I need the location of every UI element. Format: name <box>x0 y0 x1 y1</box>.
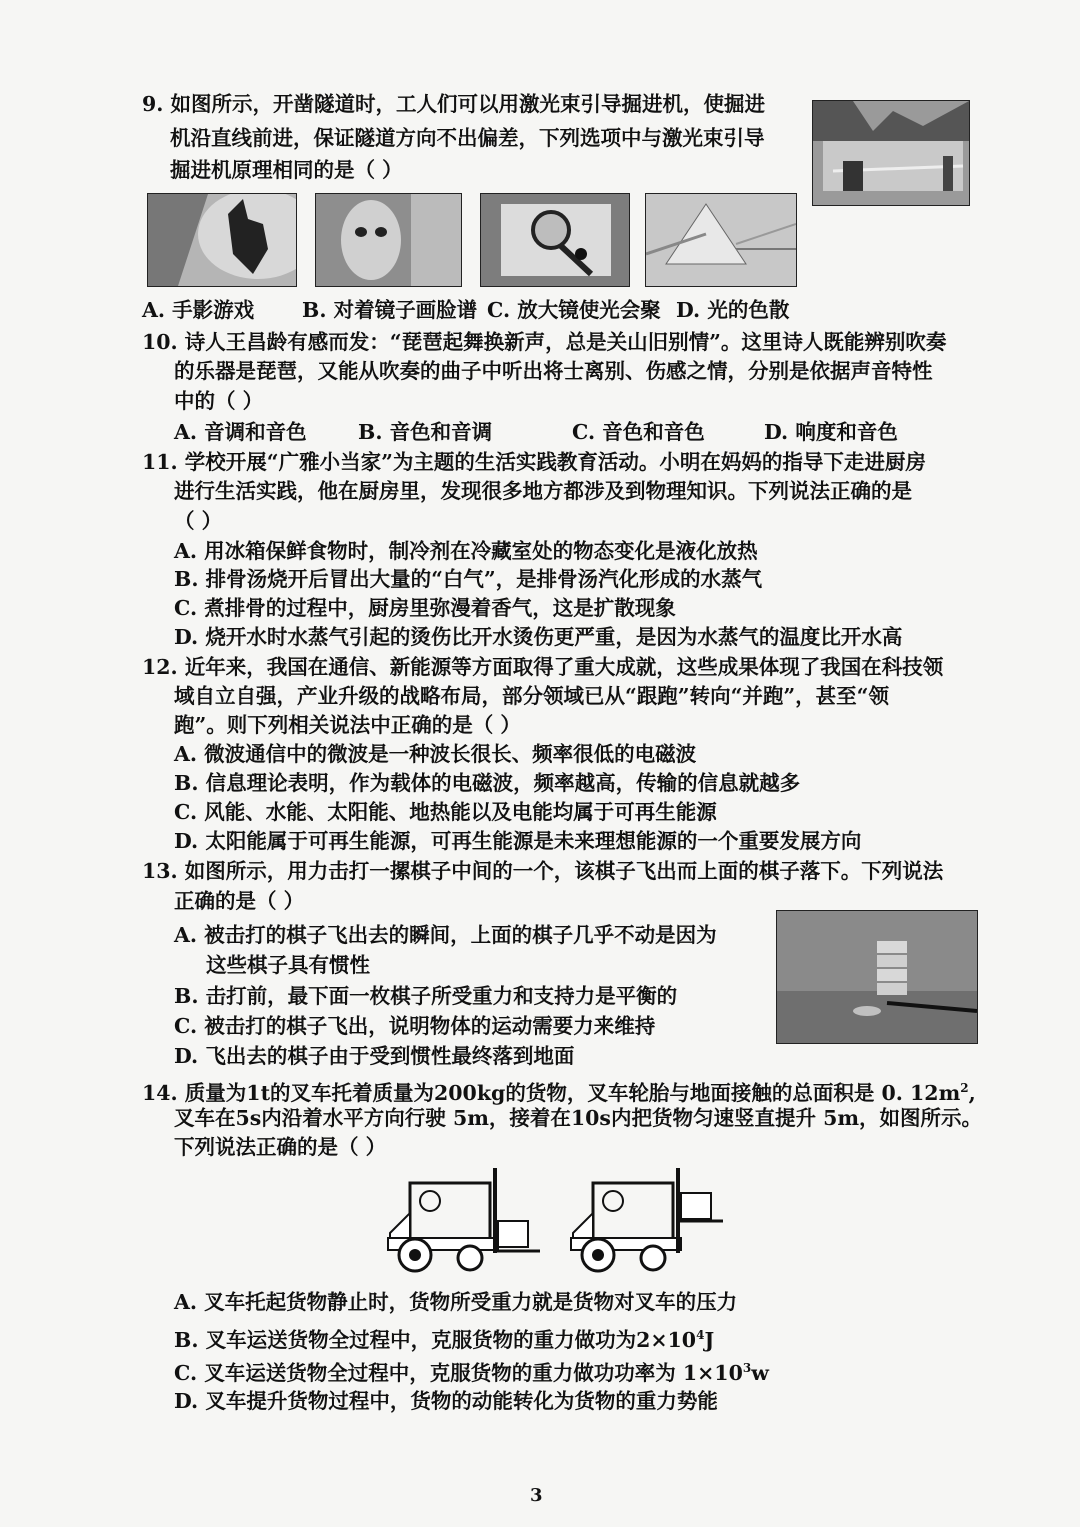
magnifier-photo <box>480 193 630 287</box>
q14-option-b-superscript: 4 <box>696 1328 705 1342</box>
q9-option-d: D. 光的色散 <box>676 298 790 322</box>
q9-line2: 机沿直线前进，保证隧道方向不出偏差，下列选项中与激光束引导 <box>170 126 765 150</box>
q10-option-c: C. 音色和音色 <box>572 420 705 444</box>
q9-line3: 掘进机原理相同的是（ ） <box>170 158 403 182</box>
q9-option-b: B. 对着镜子画脸谱 <box>302 298 478 322</box>
q14-line1-comma: , <box>968 1080 976 1105</box>
hand-shadow-photo <box>147 193 297 287</box>
q14-option-b-unit: J <box>704 1327 715 1352</box>
q14-line1 <box>142 1074 976 1107</box>
q14-option-b <box>174 1321 714 1354</box>
q14-option-c-text: C. 叉车运送货物全过程中，克服货物的重力做功功率为 1×10 <box>174 1360 743 1385</box>
page-number: 3 <box>530 1485 543 1506</box>
mirror-face-photo <box>315 193 462 287</box>
q10-option-b: B. 音色和音调 <box>358 420 493 444</box>
q14-line3: 下列说法正确的是（ ） <box>174 1135 387 1159</box>
q14-line2: 叉车在5s内沿着水平方向行驶 5m，接着在10s内把货物匀速竖直提升 5m，如图所示。 <box>174 1106 983 1130</box>
q12-line1: 12. 近年来，我国在通信、新能源等方面取得了重大成就，这些成果体现了我国在科技领 <box>142 655 944 679</box>
q14-option-b-text: B. 叉车运送货物全过程中，克服货物的重力做功为2×10 <box>174 1327 697 1352</box>
q13-option-b: B. 击打前，最下面一枚棋子所受重力和支持力是平衡的 <box>174 984 678 1008</box>
q12-line2: 域自立自强，产业升级的战略布局，部分领域已从“跟跑”转向“并跑”，甚至“领 <box>174 684 889 708</box>
q14-option-c <box>174 1354 769 1387</box>
forklift-figure-left <box>380 1163 550 1273</box>
q14-line1-superscript: 2 <box>960 1081 969 1095</box>
q13-line1: 13. 如图所示，用力击打一摞棋子中间的一个，该棋子飞出而上面的棋子落下。下列说法 <box>142 859 944 883</box>
q9-option-c: C. 放大镜使光会聚 <box>487 298 661 322</box>
q9-option-a: A. 手影游戏 <box>142 298 255 322</box>
q10-line3: 中的（ ） <box>174 389 264 413</box>
q10-line2: 的乐器是琵琶，又能从吹奏的曲子中听出将士离别、伤感之情，分别是依据声音特性 <box>174 359 933 383</box>
q14-option-c-superscript: 3 <box>742 1361 752 1375</box>
q12-option-a: A. 微波通信中的微波是一种波长很长、频率很低的电磁波 <box>174 742 697 766</box>
q12-option-b: B. 信息理论表明，作为载体的电磁波，频率越高，传输的信息就越多 <box>174 771 801 795</box>
q11-line1: 11. 学校开展“广雅小当家”为主题的生活实践教育活动。小明在妈妈的指导下走进厨房 <box>142 450 926 474</box>
q12-line3: 跑”。则下列相关说法中正确的是（ ） <box>174 713 521 737</box>
q11-line2: 进行生活实践，他在厨房里，发现很多地方都涉及到物理知识。下列说法正确的是 <box>174 479 912 503</box>
q9-line1: 9. 如图所示，开凿隧道时，工人们可以用激光束引导掘进机，使掘进 <box>142 92 766 116</box>
q14-line1-text: 14. 质量为1t的叉车托着质量为200kg的货物，叉车轮胎与地面接触的总面积是 0. 12m <box>142 1080 961 1105</box>
q13-line2: 正确的是（ ） <box>174 889 305 913</box>
q11-option-a: A. 用冰箱保鲜食物时，制冷剂在冷藏室处的物态变化是液化放热 <box>174 539 758 563</box>
dispersion-photo <box>645 193 797 287</box>
q12-option-d: D. 太阳能属于可再生能源，可再生能源是未来理想能源的一个重要发展方向 <box>174 829 862 853</box>
q14-option-a: A. 叉车托起货物静止时，货物所受重力就是货物对叉车的压力 <box>174 1290 738 1314</box>
q13-option-d: D. 飞出去的棋子由于受到惯性最终落到地面 <box>174 1044 575 1068</box>
forklift-figure-right <box>563 1163 733 1273</box>
q13-option-c: C. 被击打的棋子飞出，说明物体的运动需要力来维持 <box>174 1014 656 1038</box>
q13-option-a-line2: 这些棋子具有惯性 <box>206 953 370 977</box>
q11-option-c: C. 煮排骨的过程中，厨房里弥漫着香气，这是扩散现象 <box>174 596 676 620</box>
q11-line3: （ ） <box>174 509 223 533</box>
q11-option-d: D. 烧开水时水蒸气引起的烫伤比开水烫伤更严重，是因为水蒸气的温度比开水高 <box>174 625 903 649</box>
q10-option-a: A. 音调和音色 <box>174 420 307 444</box>
tunnel-laser-photo <box>812 100 970 206</box>
chess-stack-photo <box>776 910 978 1044</box>
q14-option-d: D. 叉车提升货物过程中，货物的动能转化为货物的重力势能 <box>174 1389 718 1413</box>
q10-option-d: D. 响度和音色 <box>764 420 898 444</box>
q14-option-c-unit: w <box>751 1360 769 1385</box>
q13-option-a-line1: A. 被击打的棋子飞出去的瞬间，上面的棋子几乎不动是因为 <box>174 923 717 947</box>
q12-option-c: C. 风能、水能、太阳能、地热能以及电能均属于可再生能源 <box>174 800 717 824</box>
q11-option-b: B. 排骨汤烧开后冒出大量的“白气”，是排骨汤汽化形成的水蒸气 <box>174 567 763 591</box>
q10-line1: 10. 诗人王昌龄有感而发：“琵琶起舞换新声，总是关山旧别情”。这里诗人既能辨别吹奏 <box>142 330 947 354</box>
